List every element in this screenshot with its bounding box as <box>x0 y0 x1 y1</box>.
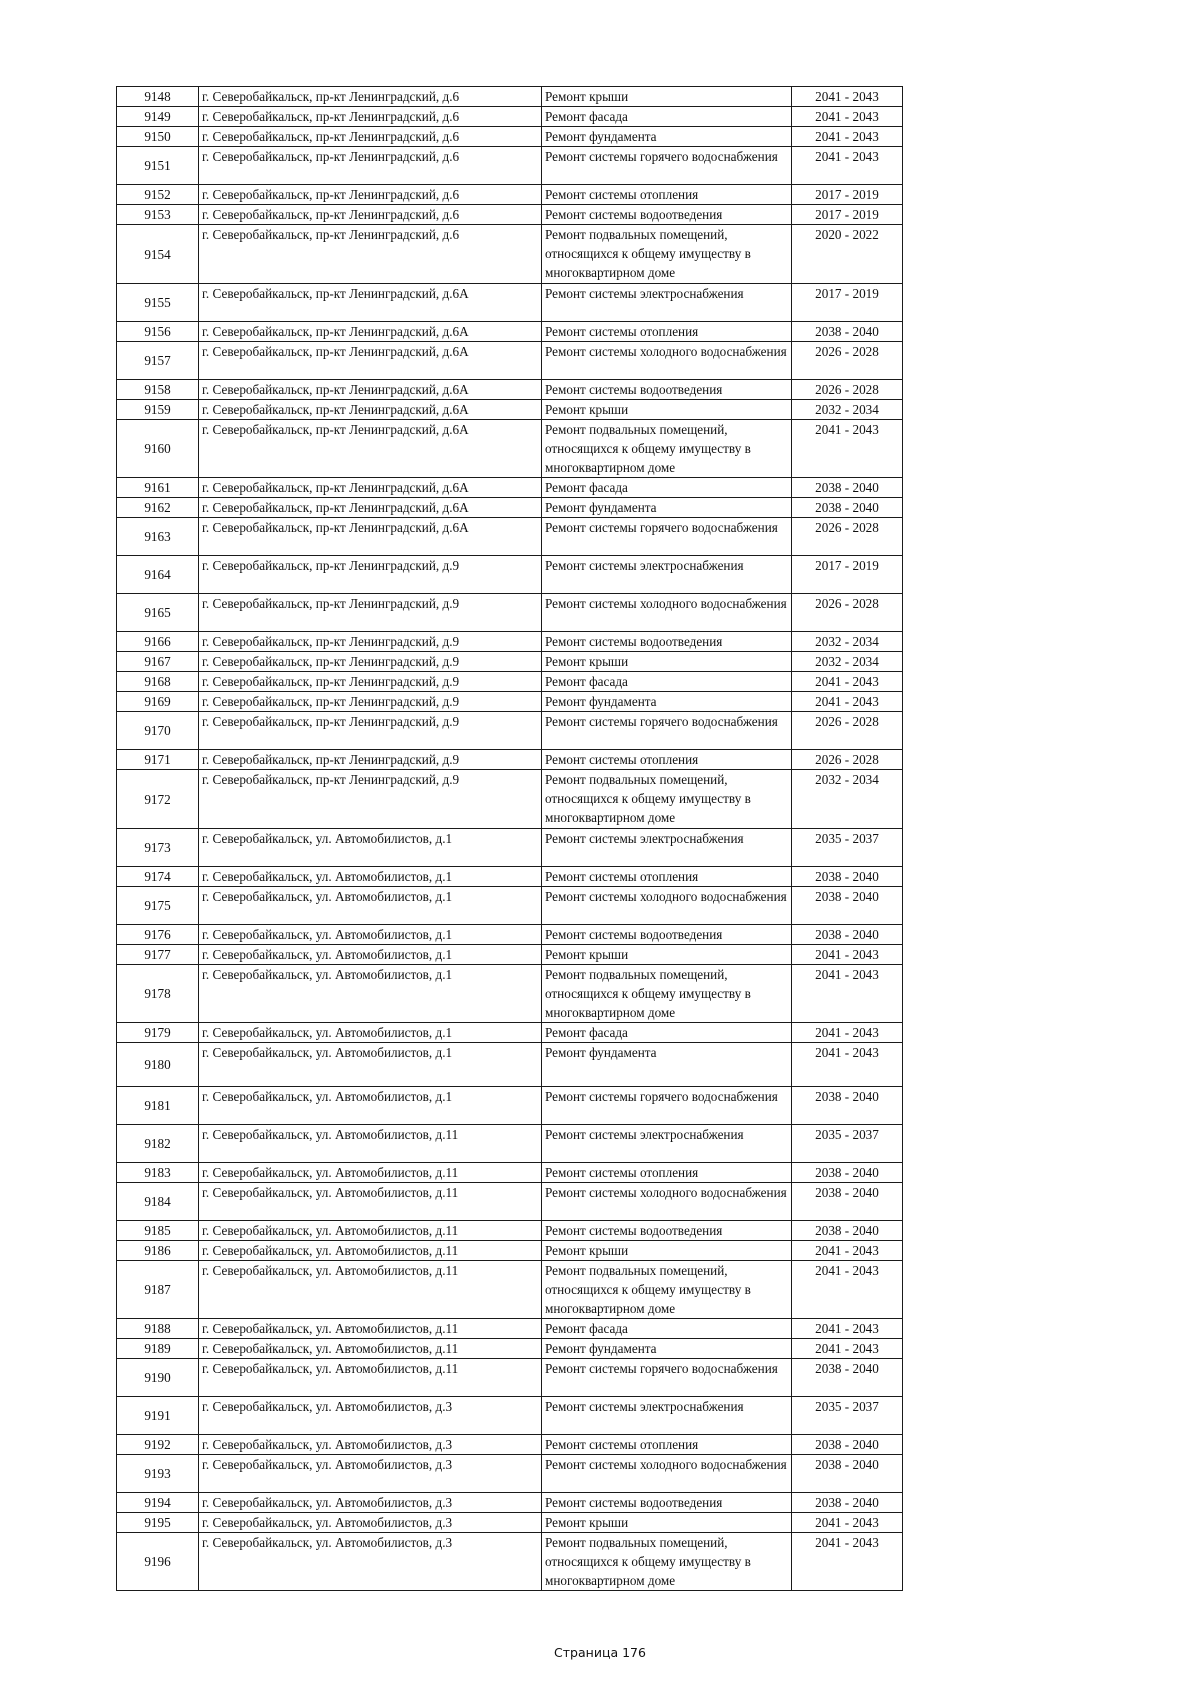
address-cell: г. Северобайкальск, ул. Автомобилистов, д.1 <box>199 1043 542 1087</box>
table-row <box>117 1455 903 1493</box>
address-cell: г. Северобайкальск, ул. Автомобилистов, д.1 <box>199 1087 542 1125</box>
table-row <box>117 1087 903 1125</box>
table-row <box>117 1339 903 1359</box>
period-cell: 2035 - 2037 <box>792 829 903 867</box>
table-row <box>117 867 903 887</box>
row-number-cell: 9167 <box>117 652 199 672</box>
table-row <box>117 945 903 965</box>
row-number-cell: 9148 <box>117 87 199 107</box>
row-number-cell: 9154 <box>117 225 199 284</box>
row-number-cell: 9161 <box>117 478 199 498</box>
table-row <box>117 965 903 1023</box>
address-cell: г. Северобайкальск, пр-кт Ленинградский, д.6 <box>199 185 542 205</box>
work-type-cell: Ремонт системы отопления <box>542 322 792 342</box>
period-cell: 2026 - 2028 <box>792 380 903 400</box>
table-row <box>117 127 903 147</box>
row-number-cell: 9183 <box>117 1163 199 1183</box>
address-cell: г. Северобайкальск, пр-кт Ленинградский, д.9 <box>199 632 542 652</box>
row-number-cell: 9162 <box>117 498 199 518</box>
address-cell: г. Северобайкальск, ул. Автомобилистов, д.3 <box>199 1455 542 1493</box>
row-number-cell: 9172 <box>117 770 199 829</box>
table-row <box>117 518 903 556</box>
row-number-cell: 9174 <box>117 867 199 887</box>
table-row <box>117 147 903 185</box>
period-cell: 2026 - 2028 <box>792 594 903 632</box>
row-number-cell: 9194 <box>117 1493 199 1513</box>
address-cell: г. Северобайкальск, пр-кт Ленинградский, д.6 <box>199 147 542 185</box>
row-number-cell: 9185 <box>117 1221 199 1241</box>
row-number-cell: 9152 <box>117 185 199 205</box>
period-cell: 2020 - 2022 <box>792 225 903 284</box>
address-cell: г. Северобайкальск, ул. Автомобилистов, д.11 <box>199 1183 542 1221</box>
period-cell: 2032 - 2034 <box>792 652 903 672</box>
row-number-cell: 9192 <box>117 1435 199 1455</box>
work-type-cell: Ремонт фасада <box>542 672 792 692</box>
period-cell: 2017 - 2019 <box>792 556 903 594</box>
address-cell: г. Северобайкальск, ул. Автомобилистов, д.3 <box>199 1493 542 1513</box>
work-type-cell: Ремонт фундамента <box>542 1043 792 1087</box>
table-row <box>117 1513 903 1533</box>
address-cell: г. Северобайкальск, ул. Автомобилистов, д.3 <box>199 1397 542 1435</box>
work-type-cell: Ремонт системы холодного водоснабжения <box>542 887 792 925</box>
table-row <box>117 1397 903 1435</box>
period-cell: 2038 - 2040 <box>792 322 903 342</box>
address-cell: г. Северобайкальск, ул. Автомобилистов, д.1 <box>199 1023 542 1043</box>
row-number-cell: 9170 <box>117 712 199 750</box>
row-number-cell: 9184 <box>117 1183 199 1221</box>
table-row <box>117 1493 903 1513</box>
period-cell: 2041 - 2043 <box>792 127 903 147</box>
period-cell: 2041 - 2043 <box>792 147 903 185</box>
table-row <box>117 1261 903 1319</box>
address-cell: г. Северобайкальск, пр-кт Ленинградский, д.6А <box>199 400 542 420</box>
period-cell: 2026 - 2028 <box>792 750 903 770</box>
period-cell: 2026 - 2028 <box>792 712 903 750</box>
address-cell: г. Северобайкальск, пр-кт Ленинградский, д.6 <box>199 107 542 127</box>
table-row <box>117 1319 903 1339</box>
table-row <box>117 594 903 632</box>
work-type-cell: Ремонт фасада <box>542 478 792 498</box>
period-cell: 2026 - 2028 <box>792 518 903 556</box>
work-type-cell: Ремонт системы горячего водоснабжения <box>542 1087 792 1125</box>
table-row <box>117 925 903 945</box>
address-cell: г. Северобайкальск, ул. Автомобилистов, д.1 <box>199 965 542 1023</box>
period-cell: 2041 - 2043 <box>792 1261 903 1319</box>
table-row <box>117 887 903 925</box>
address-cell: г. Северобайкальск, пр-кт Ленинградский, д.6 <box>199 225 542 284</box>
period-cell: 2041 - 2043 <box>792 1533 903 1591</box>
address-cell: г. Северобайкальск, ул. Автомобилистов, д.1 <box>199 925 542 945</box>
table-row <box>117 672 903 692</box>
period-cell: 2038 - 2040 <box>792 1183 903 1221</box>
work-type-cell: Ремонт системы электроснабжения <box>542 1397 792 1435</box>
row-number-cell: 9193 <box>117 1455 199 1493</box>
table-row <box>117 1241 903 1261</box>
address-cell: г. Северобайкальск, ул. Автомобилистов, д.11 <box>199 1261 542 1319</box>
period-cell: 2041 - 2043 <box>792 1043 903 1087</box>
address-cell: г. Северобайкальск, пр-кт Ленинградский, д.6А <box>199 420 542 478</box>
period-cell: 2041 - 2043 <box>792 945 903 965</box>
period-cell: 2035 - 2037 <box>792 1397 903 1435</box>
work-type-cell: Ремонт подвальных помещений, относящихся к общему имуществу в многоквартирном доме <box>542 420 792 478</box>
address-cell: г. Северобайкальск, ул. Автомобилистов, д.3 <box>199 1533 542 1591</box>
row-number-cell: 9182 <box>117 1125 199 1163</box>
table-row <box>117 556 903 594</box>
period-cell: 2041 - 2043 <box>792 1319 903 1339</box>
table-row <box>117 1125 903 1163</box>
address-cell: г. Северобайкальск, ул. Автомобилистов, д.3 <box>199 1435 542 1455</box>
table-row <box>117 420 903 478</box>
address-cell: г. Северобайкальск, пр-кт Ленинградский, д.6А <box>199 342 542 380</box>
work-type-cell: Ремонт фундамента <box>542 692 792 712</box>
address-cell: г. Северобайкальск, ул. Автомобилистов, д.11 <box>199 1163 542 1183</box>
work-type-cell: Ремонт крыши <box>542 652 792 672</box>
address-cell: г. Северобайкальск, пр-кт Ленинградский, д.6 <box>199 205 542 225</box>
address-cell: г. Северобайкальск, ул. Автомобилистов, д.3 <box>199 1513 542 1533</box>
address-cell: г. Северобайкальск, пр-кт Ленинградский, д.6А <box>199 322 542 342</box>
row-number-cell: 9177 <box>117 945 199 965</box>
period-cell: 2038 - 2040 <box>792 887 903 925</box>
table-row <box>117 380 903 400</box>
address-cell: г. Северобайкальск, пр-кт Ленинградский, д.6А <box>199 498 542 518</box>
period-cell: 2038 - 2040 <box>792 925 903 945</box>
table-row <box>117 322 903 342</box>
period-cell: 2038 - 2040 <box>792 1359 903 1397</box>
work-type-cell: Ремонт системы электроснабжения <box>542 829 792 867</box>
table-row <box>117 87 903 107</box>
work-type-cell: Ремонт подвальных помещений, относящихся к общему имуществу в многоквартирном доме <box>542 225 792 284</box>
period-cell: 2038 - 2040 <box>792 1455 903 1493</box>
work-type-cell: Ремонт подвальных помещений, относящихся к общему имуществу в многоквартирном доме <box>542 1261 792 1319</box>
period-cell: 2041 - 2043 <box>792 672 903 692</box>
table-row <box>117 1359 903 1397</box>
address-cell: г. Северобайкальск, пр-кт Ленинградский, д.6 <box>199 127 542 147</box>
period-cell: 2026 - 2028 <box>792 342 903 380</box>
table-row <box>117 107 903 127</box>
work-type-cell: Ремонт системы отопления <box>542 750 792 770</box>
address-cell: г. Северобайкальск, ул. Автомобилистов, д.11 <box>199 1221 542 1241</box>
period-cell: 2038 - 2040 <box>792 478 903 498</box>
period-cell: 2038 - 2040 <box>792 1163 903 1183</box>
table-row <box>117 1221 903 1241</box>
period-cell: 2041 - 2043 <box>792 420 903 478</box>
work-type-cell: Ремонт системы отопления <box>542 1163 792 1183</box>
period-cell: 2032 - 2034 <box>792 770 903 829</box>
address-cell: г. Северобайкальск, пр-кт Ленинградский, д.9 <box>199 652 542 672</box>
period-cell: 2035 - 2037 <box>792 1125 903 1163</box>
table-row <box>117 692 903 712</box>
row-number-cell: 9168 <box>117 672 199 692</box>
work-type-cell: Ремонт подвальных помещений, относящихся к общему имуществу в многоквартирном доме <box>542 965 792 1023</box>
period-cell: 2041 - 2043 <box>792 1339 903 1359</box>
table-row <box>117 342 903 380</box>
row-number-cell: 9173 <box>117 829 199 867</box>
row-number-cell: 9157 <box>117 342 199 380</box>
table-row <box>117 632 903 652</box>
work-type-cell: Ремонт фасада <box>542 1023 792 1043</box>
row-number-cell: 9164 <box>117 556 199 594</box>
work-type-cell: Ремонт системы холодного водоснабжения <box>542 342 792 380</box>
row-number-cell: 9180 <box>117 1043 199 1087</box>
work-type-cell: Ремонт крыши <box>542 400 792 420</box>
address-cell: г. Северобайкальск, пр-кт Ленинградский, д.9 <box>199 770 542 829</box>
table-row <box>117 1023 903 1043</box>
period-cell: 2032 - 2034 <box>792 632 903 652</box>
period-cell: 2038 - 2040 <box>792 1435 903 1455</box>
table-row <box>117 1533 903 1591</box>
table-row <box>117 185 903 205</box>
row-number-cell: 9156 <box>117 322 199 342</box>
table-row <box>117 770 903 829</box>
work-type-cell: Ремонт системы водоотведения <box>542 925 792 945</box>
table-row <box>117 1183 903 1221</box>
period-cell: 2041 - 2043 <box>792 107 903 127</box>
row-number-cell: 9191 <box>117 1397 199 1435</box>
row-number-cell: 9165 <box>117 594 199 632</box>
work-type-cell: Ремонт подвальных помещений, относящихся к общему имуществу в многоквартирном доме <box>542 770 792 829</box>
work-type-cell: Ремонт крыши <box>542 1513 792 1533</box>
work-type-cell: Ремонт системы водоотведения <box>542 632 792 652</box>
work-type-cell: Ремонт системы горячего водоснабжения <box>542 518 792 556</box>
work-type-cell: Ремонт крыши <box>542 945 792 965</box>
address-cell: г. Северобайкальск, пр-кт Ленинградский, д.6 <box>199 87 542 107</box>
work-type-cell: Ремонт системы водоотведения <box>542 1493 792 1513</box>
work-type-cell: Ремонт системы холодного водоснабжения <box>542 1183 792 1221</box>
work-type-cell: Ремонт системы электроснабжения <box>542 1125 792 1163</box>
work-type-cell: Ремонт подвальных помещений, относящихся к общему имуществу в многоквартирном доме <box>542 1533 792 1591</box>
row-number-cell: 9175 <box>117 887 199 925</box>
row-number-cell: 9176 <box>117 925 199 945</box>
address-cell: г. Северобайкальск, ул. Автомобилистов, д.11 <box>199 1319 542 1339</box>
row-number-cell: 9151 <box>117 147 199 185</box>
row-number-cell: 9160 <box>117 420 199 478</box>
row-number-cell: 9186 <box>117 1241 199 1261</box>
address-cell: г. Северобайкальск, пр-кт Ленинградский, д.9 <box>199 672 542 692</box>
address-cell: г. Северобайкальск, пр-кт Ленинградский, д.9 <box>199 692 542 712</box>
work-type-cell: Ремонт крыши <box>542 1241 792 1261</box>
row-number-cell: 9153 <box>117 205 199 225</box>
table-row <box>117 1435 903 1455</box>
table-row <box>117 712 903 750</box>
address-cell: г. Северобайкальск, ул. Автомобилистов, д.1 <box>199 887 542 925</box>
row-number-cell: 9149 <box>117 107 199 127</box>
period-cell: 2041 - 2043 <box>792 1241 903 1261</box>
address-cell: г. Северобайкальск, пр-кт Ленинградский, д.9 <box>199 556 542 594</box>
table-row <box>117 1043 903 1087</box>
page-number: Страница 176 <box>554 1645 646 1660</box>
row-number-cell: 9188 <box>117 1319 199 1339</box>
repair-schedule-table <box>116 86 903 1591</box>
address-cell: г. Северобайкальск, ул. Автомобилистов, д.11 <box>199 1125 542 1163</box>
row-number-cell: 9189 <box>117 1339 199 1359</box>
address-cell: г. Северобайкальск, ул. Автомобилистов, д.11 <box>199 1359 542 1397</box>
period-cell: 2038 - 2040 <box>792 498 903 518</box>
table-row <box>117 478 903 498</box>
table-row <box>117 652 903 672</box>
period-cell: 2041 - 2043 <box>792 692 903 712</box>
period-cell: 2017 - 2019 <box>792 185 903 205</box>
address-cell: г. Северобайкальск, ул. Автомобилистов, д.1 <box>199 829 542 867</box>
row-number-cell: 9178 <box>117 965 199 1023</box>
table-row <box>117 284 903 322</box>
row-number-cell: 9158 <box>117 380 199 400</box>
work-type-cell: Ремонт фасада <box>542 1319 792 1339</box>
table-row <box>117 829 903 867</box>
address-cell: г. Северобайкальск, пр-кт Ленинградский, д.6А <box>199 380 542 400</box>
row-number-cell: 9187 <box>117 1261 199 1319</box>
work-type-cell: Ремонт системы электроснабжения <box>542 556 792 594</box>
row-number-cell: 9150 <box>117 127 199 147</box>
work-type-cell: Ремонт системы водоотведения <box>542 205 792 225</box>
work-type-cell: Ремонт системы горячего водоснабжения <box>542 147 792 185</box>
address-cell: г. Северобайкальск, пр-кт Ленинградский, д.9 <box>199 594 542 632</box>
address-cell: г. Северобайкальск, пр-кт Ленинградский, д.6А <box>199 478 542 498</box>
period-cell: 2041 - 2043 <box>792 1513 903 1533</box>
row-number-cell: 9159 <box>117 400 199 420</box>
period-cell: 2038 - 2040 <box>792 1493 903 1513</box>
row-number-cell: 9163 <box>117 518 199 556</box>
work-type-cell: Ремонт системы отопления <box>542 185 792 205</box>
row-number-cell: 9171 <box>117 750 199 770</box>
period-cell: 2017 - 2019 <box>792 284 903 322</box>
address-cell: г. Северобайкальск, ул. Автомобилистов, д.11 <box>199 1241 542 1261</box>
row-number-cell: 9166 <box>117 632 199 652</box>
row-number-cell: 9190 <box>117 1359 199 1397</box>
row-number-cell: 9179 <box>117 1023 199 1043</box>
address-cell: г. Северобайкальск, ул. Автомобилистов, д.1 <box>199 867 542 887</box>
period-cell: 2038 - 2040 <box>792 1221 903 1241</box>
work-type-cell: Ремонт фундамента <box>542 127 792 147</box>
work-type-cell: Ремонт системы холодного водоснабжения <box>542 1455 792 1493</box>
period-cell: 2017 - 2019 <box>792 205 903 225</box>
row-number-cell: 9155 <box>117 284 199 322</box>
period-cell: 2041 - 2043 <box>792 87 903 107</box>
address-cell: г. Северобайкальск, пр-кт Ленинградский, д.9 <box>199 712 542 750</box>
table-body <box>117 87 903 1591</box>
work-type-cell: Ремонт системы водоотведения <box>542 1221 792 1241</box>
work-type-cell: Ремонт системы отопления <box>542 867 792 887</box>
work-type-cell: Ремонт крыши <box>542 87 792 107</box>
address-cell: г. Северобайкальск, ул. Автомобилистов, д.11 <box>199 1339 542 1359</box>
address-cell: г. Северобайкальск, пр-кт Ленинградский, д.6А <box>199 284 542 322</box>
work-type-cell: Ремонт фасада <box>542 107 792 127</box>
period-cell: 2038 - 2040 <box>792 1087 903 1125</box>
table-row <box>117 205 903 225</box>
work-type-cell: Ремонт системы холодного водоснабжения <box>542 594 792 632</box>
row-number-cell: 9169 <box>117 692 199 712</box>
period-cell: 2041 - 2043 <box>792 1023 903 1043</box>
row-number-cell: 9181 <box>117 1087 199 1125</box>
period-cell: 2041 - 2043 <box>792 965 903 1023</box>
row-number-cell: 9195 <box>117 1513 199 1533</box>
table-row <box>117 750 903 770</box>
work-type-cell: Ремонт фундамента <box>542 1339 792 1359</box>
address-cell: г. Северобайкальск, пр-кт Ленинградский, д.9 <box>199 750 542 770</box>
work-type-cell: Ремонт системы горячего водоснабжения <box>542 1359 792 1397</box>
work-type-cell: Ремонт фундамента <box>542 498 792 518</box>
work-type-cell: Ремонт системы отопления <box>542 1435 792 1455</box>
table-row <box>117 225 903 284</box>
period-cell: 2032 - 2034 <box>792 400 903 420</box>
address-cell: г. Северобайкальск, пр-кт Ленинградский, д.6А <box>199 518 542 556</box>
work-type-cell: Ремонт системы электроснабжения <box>542 284 792 322</box>
table-row <box>117 1163 903 1183</box>
row-number-cell: 9196 <box>117 1533 199 1591</box>
work-type-cell: Ремонт системы горячего водоснабжения <box>542 712 792 750</box>
work-type-cell: Ремонт системы водоотведения <box>542 380 792 400</box>
address-cell: г. Северобайкальск, ул. Автомобилистов, д.1 <box>199 945 542 965</box>
period-cell: 2038 - 2040 <box>792 867 903 887</box>
table-row <box>117 498 903 518</box>
table-row <box>117 400 903 420</box>
